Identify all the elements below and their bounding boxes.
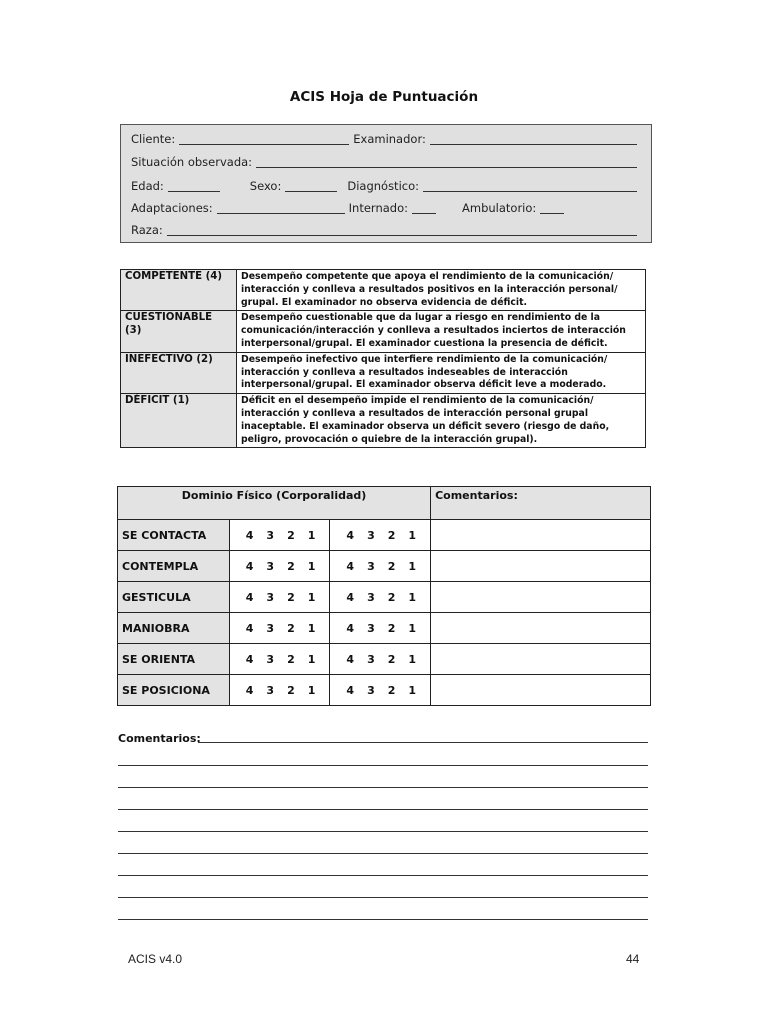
- score-cell: [229, 644, 330, 675]
- page-title: ACIS Hoja de Puntuación: [289, 89, 479, 105]
- score-option[interactable]: 2: [387, 621, 396, 635]
- score-option[interactable]: 3: [266, 621, 275, 635]
- score-option[interactable]: 3: [367, 652, 375, 666]
- scale-row: [121, 270, 646, 311]
- skill-row: [118, 520, 651, 551]
- score-option[interactable]: 2: [287, 683, 295, 697]
- score-cell: [330, 520, 431, 551]
- scale-level: DÉFICIT (1): [121, 394, 237, 448]
- adaptaciones-field[interactable]: [217, 202, 345, 214]
- comments-line[interactable]: [118, 853, 648, 854]
- score-option[interactable]: 4: [245, 621, 254, 635]
- skill-name: GESTICULA: [118, 582, 230, 613]
- internado-field[interactable]: [412, 202, 436, 214]
- score-cell: [229, 520, 330, 551]
- edad-field[interactable]: [168, 180, 220, 192]
- score-option[interactable]: 2: [287, 528, 295, 542]
- skill-row: [118, 644, 651, 675]
- rating-scale-table: [120, 269, 646, 448]
- info-row-3: [131, 177, 641, 193]
- score-option[interactable]: 3: [367, 621, 375, 635]
- score-option[interactable]: 1: [307, 590, 316, 604]
- score-option[interactable]: 4: [346, 683, 355, 697]
- examinador-label: Examinador:: [353, 132, 426, 146]
- skill-row: [118, 675, 651, 706]
- comments-line[interactable]: [118, 765, 648, 766]
- score-option[interactable]: 3: [266, 652, 275, 666]
- score-cell: [229, 675, 330, 706]
- score-option[interactable]: 1: [408, 559, 417, 573]
- score-option[interactable]: 3: [266, 590, 275, 604]
- score-option[interactable]: 4: [346, 621, 355, 635]
- score-option[interactable]: 1: [408, 590, 417, 604]
- score-option[interactable]: 3: [367, 683, 375, 697]
- skill-comment-cell[interactable]: [431, 520, 651, 551]
- score-option[interactable]: 1: [307, 528, 316, 542]
- score-cell: [330, 582, 431, 613]
- skill-name: MANIOBRA: [118, 613, 230, 644]
- score-option[interactable]: 2: [287, 590, 295, 604]
- score-option[interactable]: 2: [387, 559, 396, 573]
- score-option[interactable]: 1: [307, 652, 316, 666]
- skill-name: SE CONTACTA: [118, 520, 230, 551]
- comments-label-text: Comentarios:: [118, 732, 201, 745]
- score-cell: [229, 613, 330, 644]
- situacion-field[interactable]: [256, 156, 637, 168]
- score-option[interactable]: 4: [346, 559, 355, 573]
- score-cell: [229, 551, 330, 582]
- skill-comment-cell[interactable]: [431, 582, 651, 613]
- domain-header: Dominio Físico (Corporalidad): [118, 487, 431, 520]
- skill-comment-cell[interactable]: [431, 551, 651, 582]
- skill-comment-cell[interactable]: [431, 675, 651, 706]
- comments-line[interactable]: [118, 897, 648, 898]
- score-option[interactable]: 4: [346, 590, 355, 604]
- adaptaciones-label: Adaptaciones:: [131, 201, 213, 215]
- score-option[interactable]: 3: [266, 559, 275, 573]
- skill-row: [118, 613, 651, 644]
- score-option[interactable]: 2: [287, 621, 295, 635]
- score-cell: [330, 644, 431, 675]
- scale-description: Déficit en el desempeño impide el rendimiento de la comunicación/ interacción y conlleva a resultados de interacción personal grupal inaceptable. El examinador observa un déficit severo (riesgo de daño, peligro, provocación o quiebre de la interacción grupal).: [237, 394, 646, 448]
- situacion-label: Situación observada:: [131, 155, 253, 169]
- score-option[interactable]: 3: [367, 559, 375, 573]
- score-option[interactable]: 4: [346, 652, 355, 666]
- score-cell: [229, 582, 330, 613]
- footer-version: ACIS v4.0: [128, 952, 183, 966]
- info-row-2: [131, 153, 641, 169]
- comments-label: [118, 732, 201, 745]
- score-option[interactable]: 1: [408, 683, 417, 697]
- score-option[interactable]: 2: [387, 528, 396, 542]
- score-option[interactable]: 1: [408, 621, 417, 635]
- score-option[interactable]: 3: [266, 528, 275, 542]
- domain-header-row: [118, 487, 651, 520]
- diagnostico-field[interactable]: [423, 180, 637, 192]
- skill-name: SE ORIENTA: [118, 644, 230, 675]
- scale-row: [121, 352, 646, 393]
- ambulatorio-label: Ambulatorio:: [462, 201, 537, 215]
- score-option[interactable]: 2: [287, 652, 295, 666]
- info-row-4: [131, 199, 641, 215]
- score-option[interactable]: 4: [245, 590, 254, 604]
- scale-level: CUESTIONABLE (3): [121, 311, 237, 352]
- footer-page-number: 44: [626, 952, 640, 966]
- score-option[interactable]: 1: [307, 683, 316, 697]
- score-option[interactable]: 4: [245, 528, 254, 542]
- ambulatorio-field[interactable]: [540, 202, 564, 214]
- skill-row: [118, 582, 651, 613]
- scale-row: [121, 311, 646, 352]
- comments-line[interactable]: [118, 875, 648, 876]
- sexo-label: Sexo:: [249, 179, 282, 193]
- cliente-field[interactable]: [179, 133, 349, 145]
- score-cell: [330, 613, 431, 644]
- scale-row: [121, 394, 646, 448]
- physical-domain-table: [117, 486, 651, 706]
- score-option[interactable]: 1: [307, 559, 316, 573]
- score-option[interactable]: 4: [245, 683, 254, 697]
- score-option[interactable]: 1: [408, 528, 417, 542]
- score-option[interactable]: 1: [408, 652, 417, 666]
- diagnostico-label: Diagnóstico:: [347, 179, 419, 193]
- comments-line[interactable]: [198, 742, 648, 743]
- skill-comment-cell[interactable]: [431, 613, 651, 644]
- raza-field[interactable]: [167, 224, 637, 236]
- score-option[interactable]: 4: [346, 528, 355, 542]
- skill-name: CONTEMPLA: [118, 551, 230, 582]
- cliente-label: Cliente:: [131, 132, 176, 146]
- score-cell: [330, 551, 431, 582]
- comments-line[interactable]: [118, 831, 648, 832]
- scale-level: COMPETENTE (4): [121, 270, 237, 311]
- info-row-5: [131, 221, 641, 237]
- score-option[interactable]: 1: [307, 621, 316, 635]
- info-row-1: [131, 130, 641, 146]
- score-option[interactable]: 2: [387, 652, 396, 666]
- score-cell: [330, 675, 431, 706]
- comments-line[interactable]: [118, 919, 648, 920]
- score-option[interactable]: 2: [387, 683, 396, 697]
- score-option[interactable]: 3: [367, 528, 375, 542]
- scale-description: Desempeño competente que apoya el rendimiento de la comunicación/ interacción y conlleva a resultados positivos en la interacción personal/ grupal. El examinador no observa evidencia de déficit.: [237, 270, 646, 311]
- skill-name: SE POSICIONA: [118, 675, 230, 706]
- score-option[interactable]: 4: [245, 559, 254, 573]
- score-option[interactable]: 2: [387, 590, 396, 604]
- skill-comment-cell[interactable]: [431, 644, 651, 675]
- internado-label: Internado:: [348, 201, 408, 215]
- comments-header: Comentarios:: [431, 487, 651, 520]
- examinador-field[interactable]: [430, 133, 637, 145]
- score-option[interactable]: 3: [266, 683, 275, 697]
- scale-level: INEFECTIVO (2): [121, 352, 237, 393]
- sexo-field[interactable]: [285, 180, 337, 192]
- comments-line[interactable]: [118, 809, 648, 810]
- score-option[interactable]: 2: [287, 559, 295, 573]
- score-option[interactable]: 4: [245, 652, 254, 666]
- comments-line[interactable]: [118, 787, 648, 788]
- raza-label: Raza:: [131, 223, 163, 237]
- edad-label: Edad:: [131, 179, 164, 193]
- score-option[interactable]: 3: [367, 590, 375, 604]
- scale-description: Desempeño inefectivo que interfiere rendimiento de la comunicación/ interacción y conlleva a resultados indeseables de interacción interpersonal/grupal. El examinador observa déficit leve a moderado.: [237, 352, 646, 393]
- skill-row: [118, 551, 651, 582]
- client-info-box: [120, 124, 652, 243]
- scale-description: Desempeño cuestionable que da lugar a riesgo en rendimiento de la comunicación/interacción y conlleva a resultados inciertos de interacción interpersonal/grupal. El examinador cuestiona la presencia de déficit.: [237, 311, 646, 352]
